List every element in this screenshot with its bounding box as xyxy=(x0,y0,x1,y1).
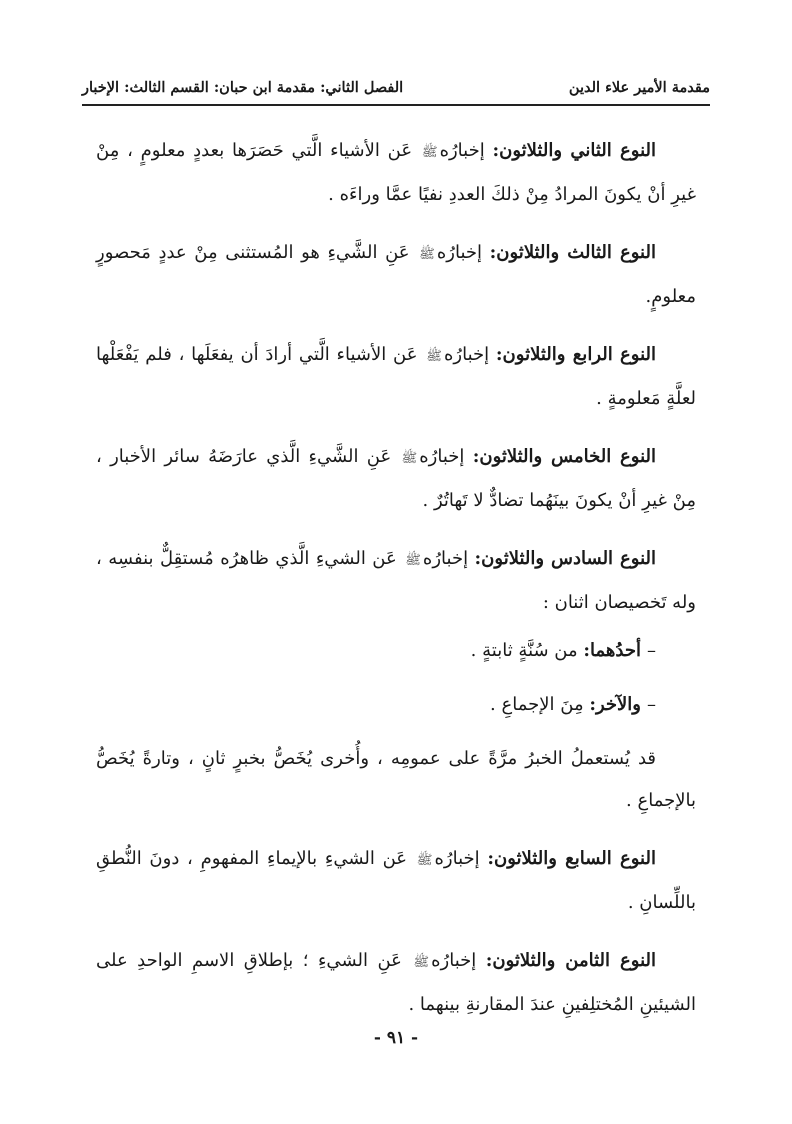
dash-bullet: – xyxy=(647,640,656,661)
paragraph-type-36: النوع السادس والثلاثون: إخبارُهﷺ عَن الشيءِ الَّذي ظاهرُه مُستقِلٌّ بنفسِه ، وله تَخصيصان اثنان : xyxy=(96,548,696,613)
paragraph-type-33: النوع الثالث والثلاثون: إخبارُهﷺ عَنِ الشَّيءِ هو المُستثنى مِنْ عددٍ مَحصورٍ معلومٍ. xyxy=(96,242,696,307)
paragraph-lead: النوع الثالث والثلاثون: xyxy=(489,242,656,263)
paragraph-lead: النوع الثامن والثلاثون: xyxy=(485,950,656,971)
note-paragraph: قد يُستعملُ الخبرُ مرَّةً على عمومِه ، وأُخرى يُخَصُّ بخبرٍ ثانٍ ، وتارةً يُخَصُّ بالإجماعِ . xyxy=(96,748,696,811)
paragraph-type-34: النوع الرابع والثلاثون: إخبارُهﷺ عَن الأشياء الَّتي أرادَ أن يفعَلَها ، فلم يَفْعَلْها لعلَّةٍ مَعلومةٍ . xyxy=(96,344,696,409)
chapter-title: الفصل الثاني: مقدمة ابن حبان: القسم الثالث: الإخبار xyxy=(82,78,404,96)
paragraph-type-35: النوع الخامس والثلاثون: إخبارُهﷺ عَنِ الشَّيءِ الَّذي عارَضَهُ سائر الأخبار ، مِنْ غيرِ أنْ يكونَ بينَهُما تضادٌّ لا تَهاتُرٌ . xyxy=(96,446,696,511)
paragraph-lead: النوع الرابع والثلاثون: xyxy=(495,344,656,365)
paragraph-lead: النوع الخامس والثلاثون: xyxy=(472,446,656,467)
honorific-symbol: ﷺ xyxy=(413,955,430,970)
paragraph-lead: النوع الثاني والثلاثون: xyxy=(492,140,656,161)
book-title: مقدمة الأمير علاء الدين xyxy=(568,78,710,96)
page-number: - ٩١ - xyxy=(373,1028,419,1048)
running-header xyxy=(82,74,710,106)
paragraph-type-37: النوع السابع والثلاثون: إخبارُهﷺ عَن الشيءِ بالإيماءِ المفهومِ ، دونَ النُّطقِ باللِّسانِ . xyxy=(96,848,696,913)
paragraph-lead: النوع السابع والثلاثون: xyxy=(487,848,656,869)
honorific-symbol: ﷺ xyxy=(405,553,421,568)
dash-bullet: – xyxy=(647,694,656,715)
honorific-symbol: ﷺ xyxy=(419,247,435,262)
paragraph-type-38: النوع الثامن والثلاثون: إخبارُهﷺ عَنِ الشيءِ ؛ بإطلاقِ الاسمِ الواحدِ على الشيئينِ المُختلِفينِ عندَ المقارنةِ بينهما . xyxy=(96,950,696,1015)
honorific-symbol: ﷺ xyxy=(421,145,438,160)
paragraph-type-32: النوع الثاني والثلاثون: إخبارُهﷺ عَن الأشياء الَّتي حَصَرَها بعددٍ معلومٍ ، مِنْ غيرِ أنْ يكونَ المرادُ مِنْ ذلكَ العددِ نفيًا عمَّا وراءَه . xyxy=(96,140,696,205)
main-text xyxy=(96,130,696,1042)
honorific-symbol: ﷺ xyxy=(416,853,433,868)
paragraph-lead: النوع السادس والثلاثون: xyxy=(474,548,656,569)
honorific-symbol: ﷺ xyxy=(401,451,418,466)
honorific-symbol: ﷺ xyxy=(426,349,442,364)
list-item: –أحدُهما: من سُنَّةٍ ثابتةٍ . xyxy=(470,640,656,661)
list-item: –والآخر: مِنَ الإجماعِ . xyxy=(490,694,656,715)
